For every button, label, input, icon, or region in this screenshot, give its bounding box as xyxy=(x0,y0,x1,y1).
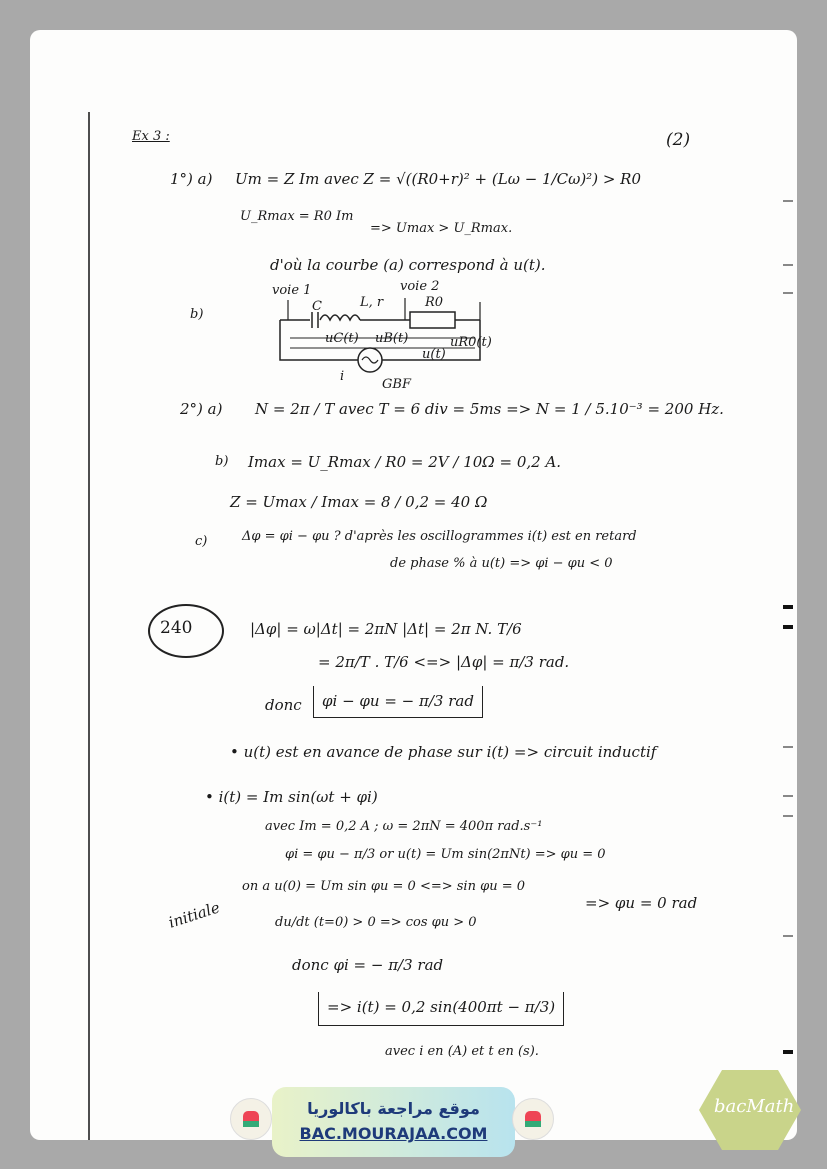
footer-badge-right xyxy=(512,1098,554,1140)
phase-result-box: φi − φu = − π/3 rad xyxy=(313,686,483,718)
q2a-label: 2°) a) xyxy=(180,400,223,418)
q1a-line1: Um = Z Im avec Z = √((R0+r)² + (Lω − 1/Cω)²) > R0 xyxy=(235,170,641,188)
edge-mark xyxy=(783,200,793,202)
circuit-r0: R0 xyxy=(425,295,444,310)
bullet-inductif: • u(t) est en avance de phase sur i(t) => circuit inductif xyxy=(230,743,657,761)
final-expression-box: => i(t) = 0,2 sin(400πt − π/3) xyxy=(318,992,564,1026)
q1a-line4: d'où la courbe (a) correspond à u(t). xyxy=(270,256,546,274)
circuit-ur: uR0(t) xyxy=(450,335,492,350)
q2c-label: c) xyxy=(195,534,208,549)
q2b-label: b) xyxy=(215,454,229,469)
q1a-line2: U_Rmax = R0 Im xyxy=(240,209,354,224)
circuit-gbf: GBF xyxy=(382,377,411,392)
edge-mark xyxy=(783,625,793,629)
score-value: 240 xyxy=(160,618,193,638)
initial-label: initiale xyxy=(166,898,223,932)
circuit-c: C xyxy=(312,299,322,314)
phase-line1: |Δφ| = ω|Δt| = 2πN |Δt| = 2π N. T/6 xyxy=(250,620,522,638)
circuit-i: i xyxy=(340,369,345,384)
footer-banner[interactable] xyxy=(272,1087,515,1157)
current-params: avec Im = 0,2 A ; ω = 2πN = 400π rad.s⁻¹ xyxy=(265,819,543,834)
q2c-line1: Δφ = φi − φu ? d'après les oscillogrammes i(t) est en retard xyxy=(242,529,637,544)
circuit-voie1: voie 1 xyxy=(272,283,312,298)
init-line3: donc φi = − π/3 rad xyxy=(292,956,444,974)
footer-arabic-title: موقع مراجعة باكالوريا xyxy=(307,1099,480,1118)
q2c-line2: de phase % à u(t) => φi − φu < 0 xyxy=(390,556,613,571)
q2b-line1: Imax = U_Rmax / R0 = 2V / 10Ω = 0,2 A. xyxy=(248,453,562,471)
circuit-ut: u(t) xyxy=(422,347,446,362)
exercise-title: Ex 3 : xyxy=(132,129,170,144)
footer-site-link[interactable]: BAC.MOURAJAA.COM xyxy=(299,1124,488,1143)
edge-mark xyxy=(783,605,793,609)
q1a-line3: => Umax > U_Rmax. xyxy=(370,221,513,236)
q1b-label: b) xyxy=(190,307,204,322)
circuit-uc: uC(t) xyxy=(325,331,359,346)
init-line2: du/dt (t=0) > 0 => cos φu > 0 xyxy=(275,915,477,930)
init-units: avec i en (A) et t en (s). xyxy=(385,1044,539,1059)
circuit-ub: uB(t) xyxy=(375,331,409,346)
edge-mark xyxy=(783,935,793,937)
footer-badge-left xyxy=(230,1098,272,1140)
margin-line xyxy=(88,112,90,1140)
bacmath-logo-text: bacMath xyxy=(714,1096,795,1117)
edge-mark xyxy=(783,264,793,266)
notebook-page xyxy=(30,30,797,1140)
edge-mark xyxy=(783,746,793,748)
current-expression: • i(t) = Im sin(ωt + φi) xyxy=(205,788,378,806)
circuit-voie2: voie 2 xyxy=(400,279,440,294)
circuit-lr: L, r xyxy=(360,295,384,310)
edge-mark xyxy=(783,292,793,294)
q1a-label: 1°) a) xyxy=(170,170,213,188)
edge-mark xyxy=(783,815,793,817)
current-phase: φi = φu − π/3 or u(t) = Um sin(2πNt) => φu = 0 xyxy=(285,847,606,862)
init-result: => φu = 0 rad xyxy=(585,894,698,912)
phase-line2: = 2π/T . T/6 <=> |Δφ| = π/3 rad. xyxy=(318,653,570,671)
page-number: (2) xyxy=(666,130,691,150)
edge-mark xyxy=(783,1050,793,1054)
q2b-line2: Z = Umax / Imax = 8 / 0,2 = 40 Ω xyxy=(230,493,488,511)
init-line1: on a u(0) = Um sin φu = 0 <=> sin φu = 0 xyxy=(242,879,525,894)
edge-mark xyxy=(783,795,793,797)
phase-line3-prefix: donc xyxy=(265,696,302,714)
q2a-text: N = 2π / T avec T = 6 div = 5ms => N = 1 / 5.10⁻³ = 200 Hz. xyxy=(255,400,724,418)
